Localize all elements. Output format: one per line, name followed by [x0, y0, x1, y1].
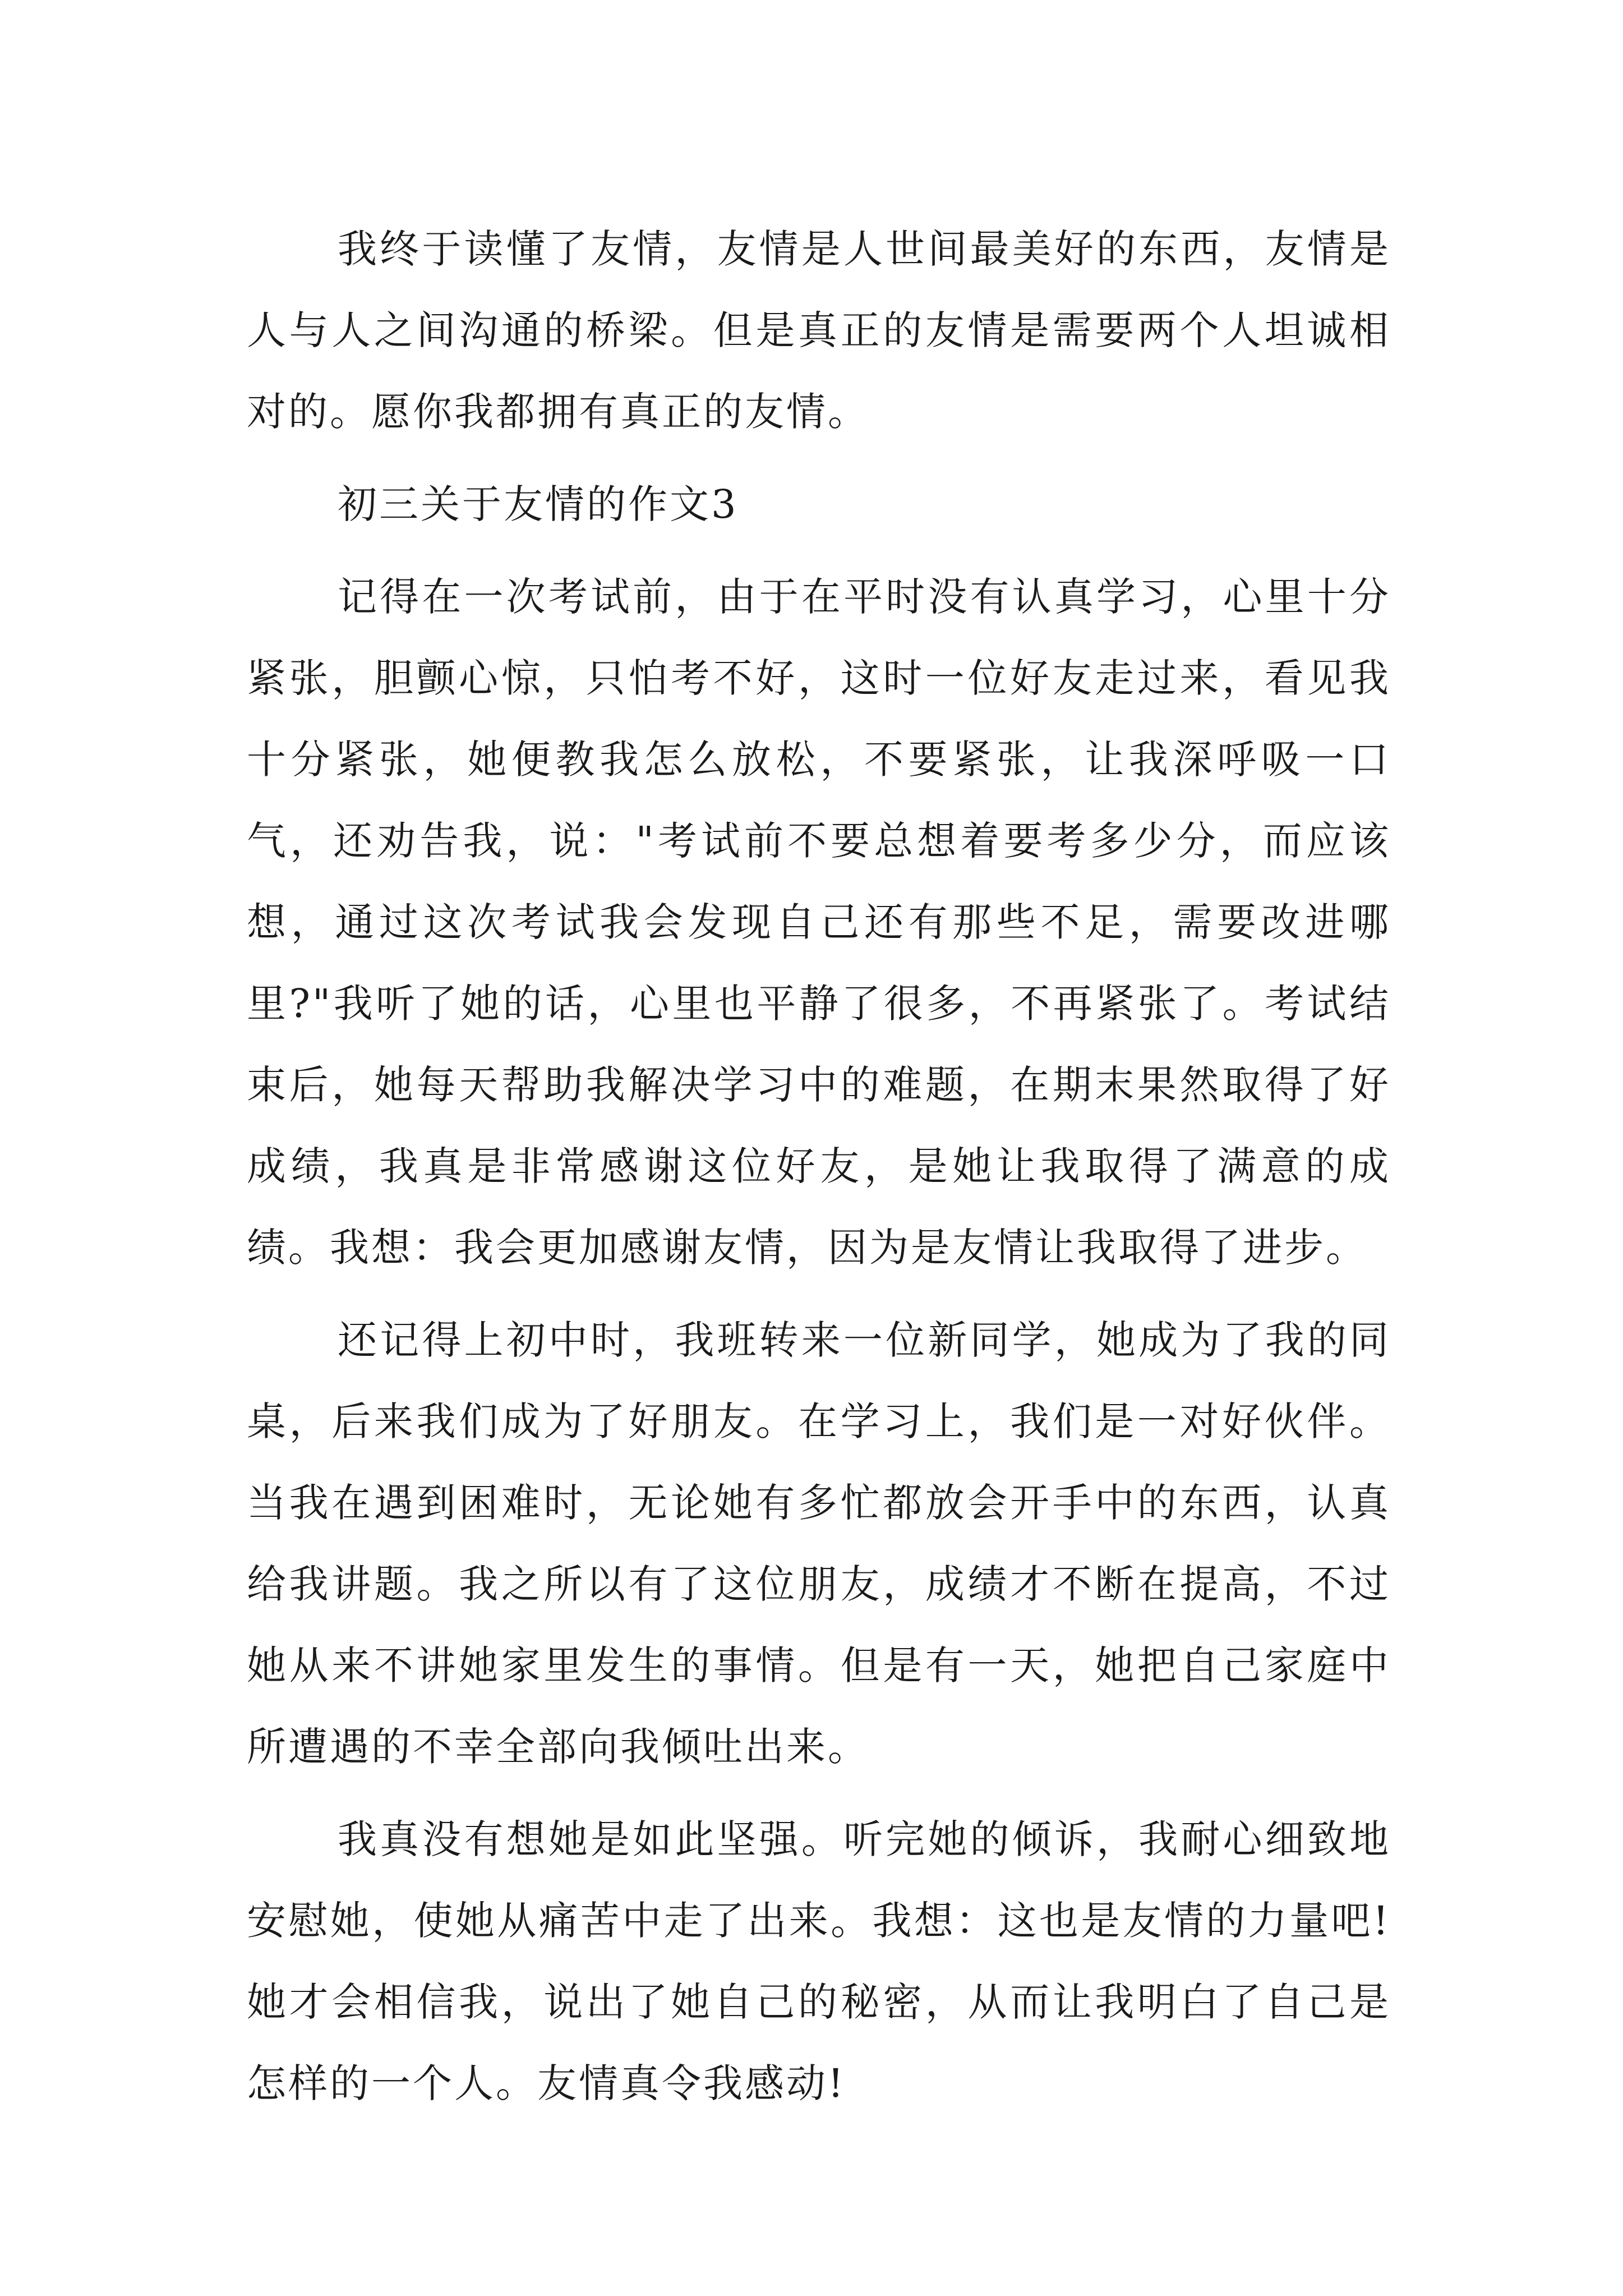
document-body — [247, 209, 1391, 2136]
essay-heading: 初三关于友情的作文3 — [338, 481, 739, 527]
paragraph-exam-story: 记得在一次考试前，由于在平时没有认真学习，心里十分紧张，胆颤心惊，只怕考不好，这时一位好友走过来，看见我十分紧张，她便教我怎么放松，不要紧张，让我深呼吸一口气，还劝告我，说："考试前不要总想着要考多少分，而应该想，通过这次考试我会发现自己还有那些不足，需要改进哪里?"我听了她的话，心里也平静了很多，不再紧张了。考试结束后，她每天帮助我解决学习中的难题，在期末果然取得了好成绩，我真是非常感谢这位好友，是她让我取得了满意的成绩。我想：我会更加感谢友情，因为是友情让我取得了进步。 — [247, 574, 1391, 1271]
paragraph-friendship-power: 我真没有想她是如此坚强。听完她的倾诉，我耐心细致地安慰她，使她从痛苦中走了出来。我想：这也是友情的力量吧!她才会相信我，说出了她自己的秘密，从而让我明白了自己是怎样的一个人。友情真令我感动! — [247, 1816, 1391, 2106]
paragraph-new-classmate: 还记得上初中时，我班转来一位新同学，她成为了我的同桌，后来我们成为了好朋友。在学习上，我们是一对好伙伴。当我在遇到困难时，无论她有多忙都放会开手中的东西，认真给我讲题。我之所以有了这位朋友，成绩才不断在提高，不过她从来不讲她家里发生的事情。但是有一天，她把自己家庭中所遭遇的不幸全部向我倾吐出来。 — [247, 1317, 1391, 1770]
paragraph-conclusion: 我终于读懂了友情，友情是人世间最美好的东西，友情是人与人之间沟通的桥梁。但是真正的友情是需要两个人坦诚相对的。愿你我都拥有真正的友情。 — [247, 226, 1391, 435]
